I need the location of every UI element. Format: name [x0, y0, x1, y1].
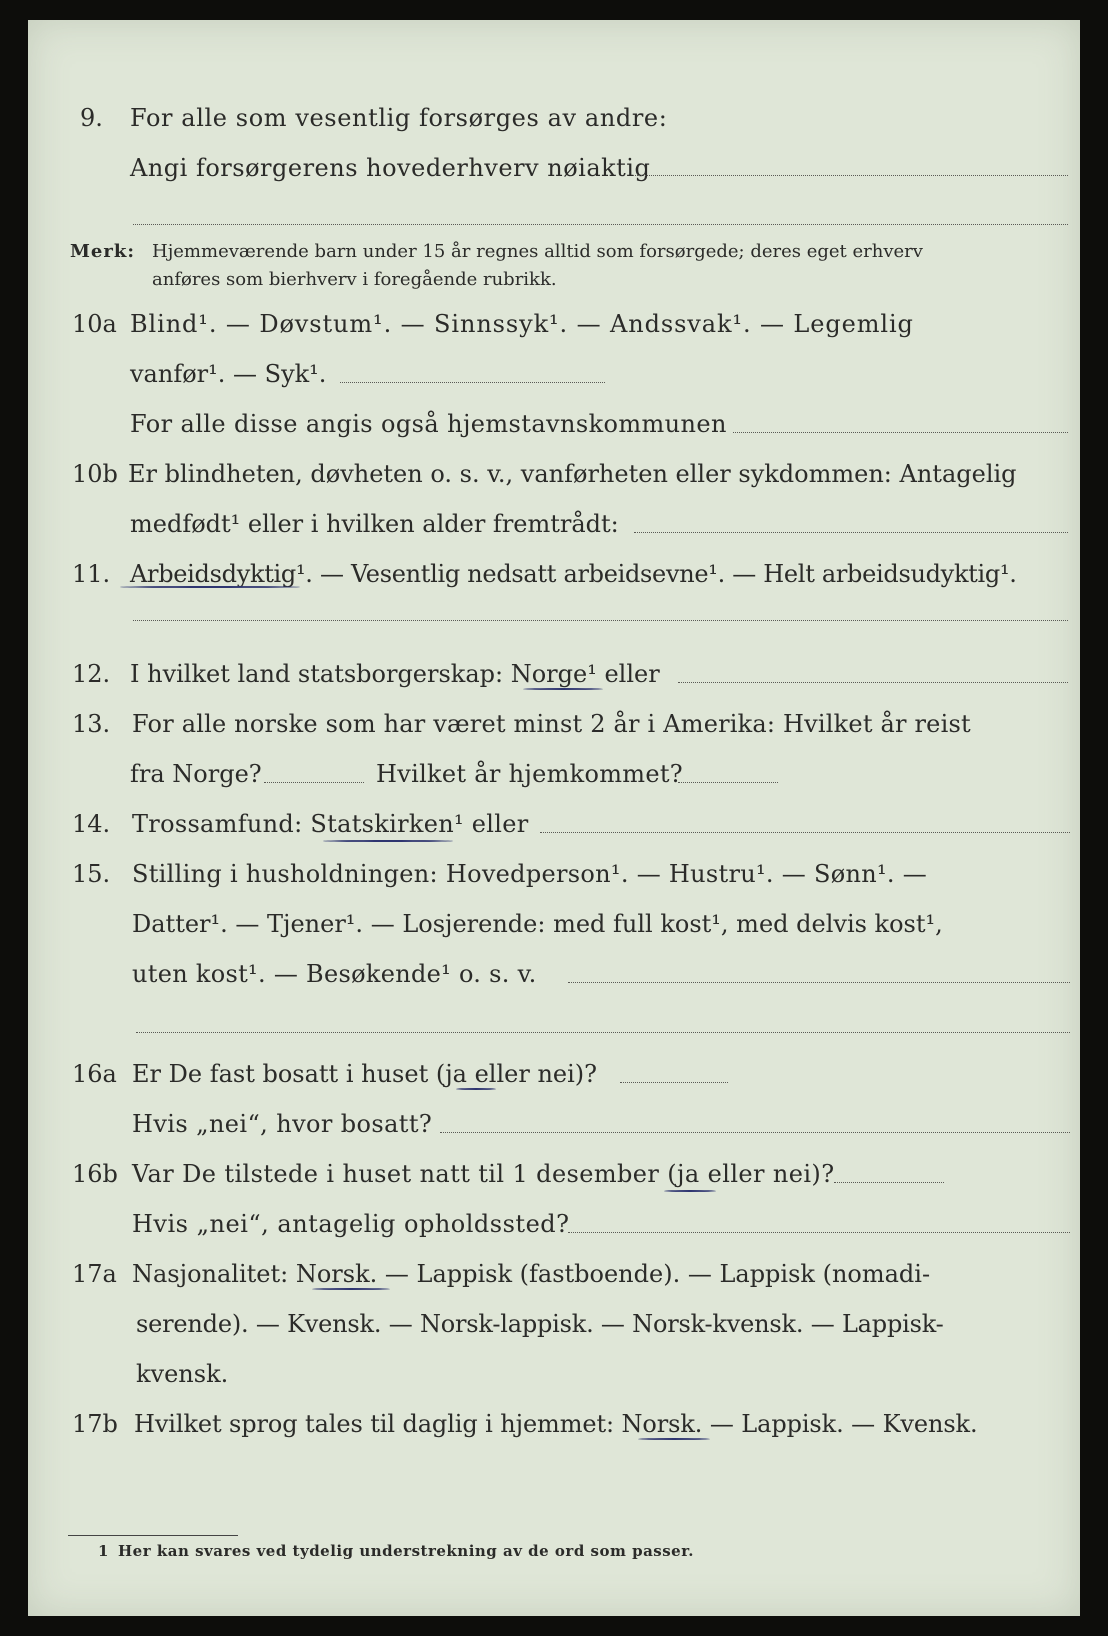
answer-line[interactable]	[633, 175, 1068, 176]
question-10b-line-2	[28, 504, 1080, 544]
question-10a-line-3	[28, 404, 1080, 444]
question-13-line-2	[28, 754, 1080, 794]
question-text: For alle norske som har været minst 2 år i Amerika: Hvilket år reist	[132, 710, 971, 738]
answer-line[interactable]	[678, 782, 778, 783]
question-text: Hvis „nei“, hvor bosatt?	[132, 1110, 433, 1138]
answer-line[interactable]	[340, 382, 605, 383]
note-line-1	[70, 238, 135, 266]
question-number: 10a	[72, 310, 117, 338]
question-text: fra Norge?	[130, 760, 262, 788]
question-number: 12.	[72, 660, 111, 688]
question-number: 14.	[72, 810, 111, 838]
question-10b	[28, 454, 1080, 494]
question-text: Hvis „nei“, antagelig opholdssted?	[132, 1210, 570, 1238]
question-text: Stilling i husholdningen: Hovedperson¹. — Hustru¹. — Sønn¹. —	[132, 860, 928, 888]
question-17a-line-2	[28, 1304, 1080, 1344]
question-number: 11.	[72, 560, 111, 588]
question-17a	[28, 1254, 1080, 1294]
question-17a-line-3	[28, 1354, 1080, 1394]
question-9	[28, 98, 1080, 138]
answer-line[interactable]	[133, 224, 1068, 225]
pen-underline	[664, 1190, 716, 1192]
question-text: Hvilket år hjemkommet?	[376, 760, 683, 788]
question-number: 17b	[72, 1410, 118, 1438]
question-13	[28, 704, 1080, 744]
question-text: Hvilket sprog tales til daglig i hjemmet: Norsk. — Lappisk. — Kvensk.	[134, 1410, 978, 1438]
answer-line[interactable]	[568, 982, 1070, 983]
pen-underline	[120, 586, 300, 588]
footnote-mark: 1	[98, 1542, 109, 1560]
question-17b	[28, 1404, 1080, 1444]
note-text: anføres som bierhverv i foregående rubrikk.	[152, 269, 557, 290]
question-16b	[28, 1154, 1080, 1194]
answer-line[interactable]	[634, 532, 1068, 533]
question-text: serende). — Kvensk. — Norsk-lappisk. — Norsk-kvensk. — Lappisk-	[136, 1310, 944, 1338]
answer-line[interactable]	[733, 432, 1068, 433]
footnote-text: Her kan svares ved tydelig understrekning av de ord som passer.	[118, 1542, 694, 1560]
question-text: kvensk.	[136, 1360, 229, 1388]
question-number: 9.	[80, 104, 103, 132]
question-text: Er blindheten, døvheten o. s. v., vanførheten eller sykdommen: Antagelig	[128, 460, 1017, 488]
question-text: Angi forsørgerens hovederhverv nøiaktig	[130, 154, 651, 182]
answer-line[interactable]	[136, 1032, 1070, 1033]
question-text: For alle som vesentlig forsørges av andre:	[130, 104, 668, 132]
question-10a-line-2	[28, 354, 1080, 394]
question-text: Blind¹. — Døvstum¹. — Sinnssyk¹. — Andssvak¹. — Legemlig	[130, 310, 914, 338]
question-11	[28, 554, 1080, 594]
question-number: 16a	[72, 1060, 117, 1088]
question-text: Er De fast bosatt i huset (ja eller nei)?	[132, 1060, 598, 1088]
answer-line[interactable]	[440, 1132, 1070, 1133]
question-text: medfødt¹ eller i hvilken alder fremtrådt:	[130, 510, 619, 538]
question-text: Arbeidsdyktig¹. — Vesentlig nedsatt arbeidsevne¹. — Helt arbeidsudyktig¹.	[130, 560, 1017, 588]
answer-line[interactable]	[568, 1232, 1070, 1233]
question-16a-line-2	[28, 1104, 1080, 1144]
pen-underline	[456, 1088, 496, 1090]
pen-underline	[638, 1438, 710, 1440]
question-text: vanfør¹. — Syk¹.	[130, 360, 327, 388]
answer-line[interactable]	[678, 682, 1068, 683]
answer-line[interactable]	[540, 832, 1070, 833]
pen-underline	[323, 840, 453, 842]
question-10a	[28, 304, 1080, 344]
question-16a	[28, 1054, 1080, 1094]
question-number: 13.	[72, 710, 111, 738]
question-15-line-2	[28, 904, 1080, 944]
question-15-line-3	[28, 954, 1080, 994]
pen-underline	[312, 1288, 390, 1290]
question-text: Trossamfund: Statskirken¹ eller	[132, 810, 529, 838]
question-16b-line-2	[28, 1204, 1080, 1244]
answer-line[interactable]	[834, 1182, 944, 1183]
question-number: 16b	[72, 1160, 118, 1188]
question-number: 15.	[72, 860, 111, 888]
answer-line[interactable]	[620, 1082, 728, 1083]
question-number: 17a	[72, 1260, 117, 1288]
note-text: Hjemmeværende barn under 15 år regnes alltid som forsørgede; deres eget erhverv	[152, 241, 923, 262]
question-14	[28, 804, 1080, 844]
question-9-line-2	[28, 148, 1080, 188]
note-label: Merk:	[70, 241, 135, 262]
answer-line[interactable]	[133, 620, 1068, 621]
answer-line[interactable]	[264, 782, 364, 783]
pen-underline	[523, 688, 603, 690]
question-text: uten kost¹. — Besøkende¹ o. s. v.	[132, 960, 537, 988]
question-text: For alle disse angis også hjemstavnskommunen	[130, 410, 727, 438]
footnote-rule	[68, 1535, 238, 1536]
question-number: 10b	[72, 460, 118, 488]
question-text: Datter¹. — Tjener¹. — Losjerende: med full kost¹, med delvis kost¹,	[132, 910, 943, 938]
question-text: Var De tilstede i huset natt til 1 desember (ja eller nei)?	[132, 1160, 835, 1188]
question-text: Nasjonalitet: Norsk. — Lappisk (fastboende). — Lappisk (nomadi-	[132, 1260, 931, 1288]
census-form-page	[28, 20, 1080, 1616]
question-15	[28, 854, 1080, 894]
question-text: I hvilket land statsborgerskap: Norge¹ eller	[130, 660, 660, 688]
